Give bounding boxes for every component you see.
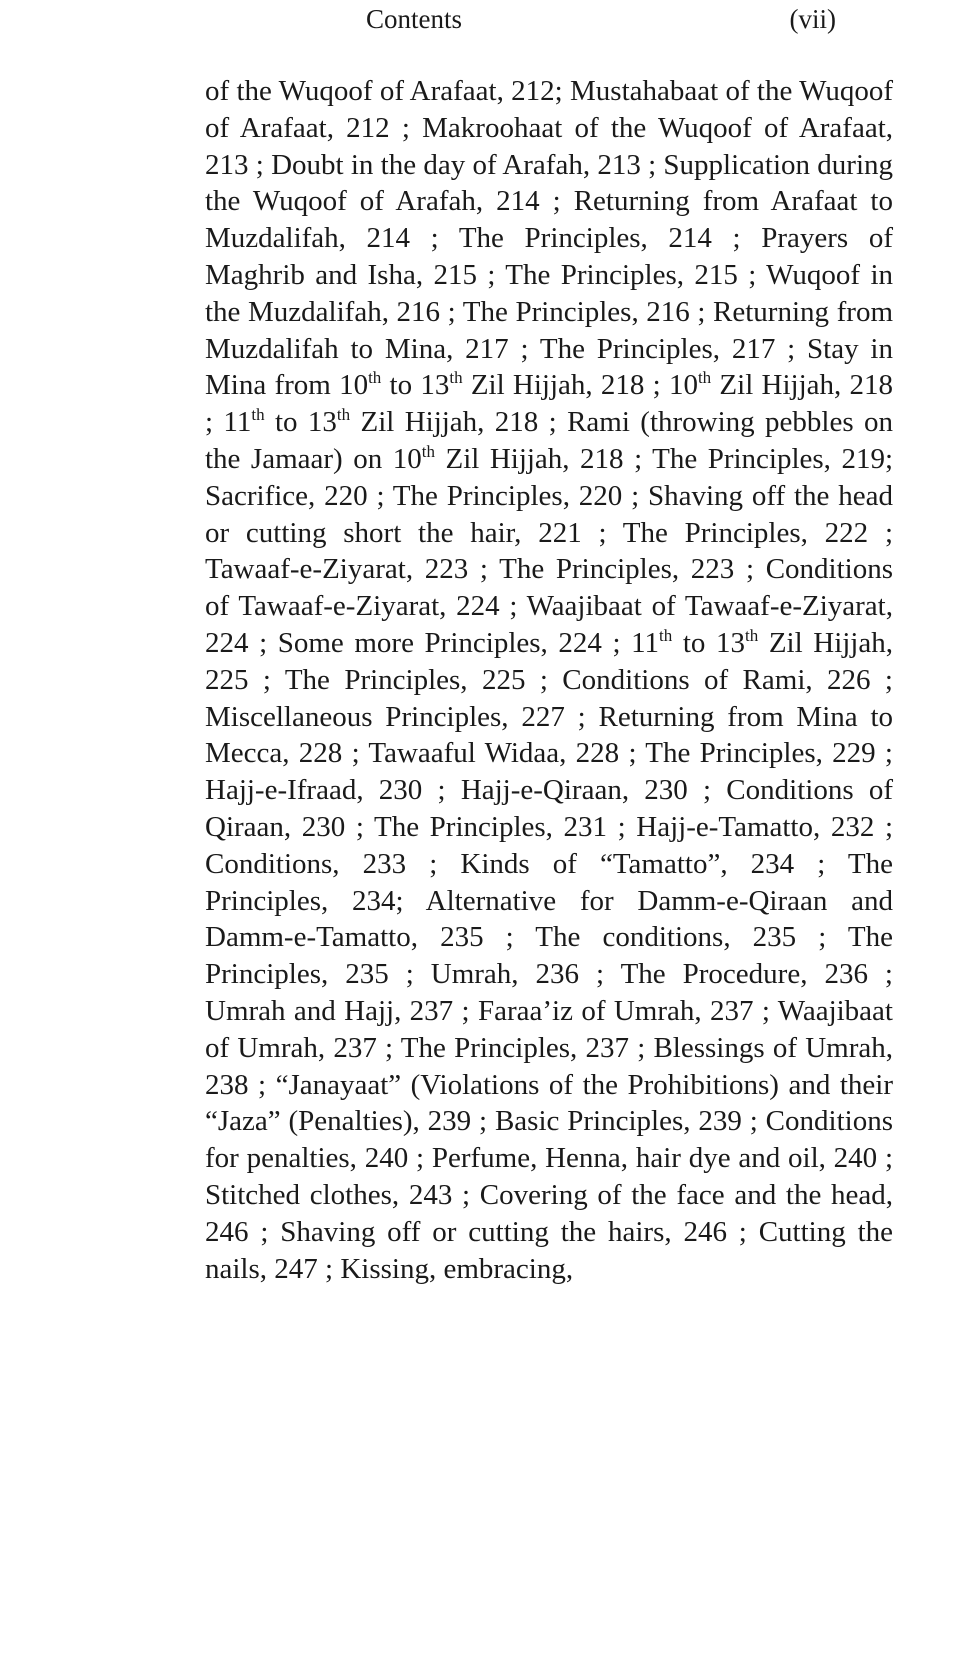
ordinal-suffix: th (745, 625, 759, 645)
text-segment: to 13 (672, 626, 746, 659)
page-header (366, 2, 836, 42)
text-segment: Zil Hijjah, 218 ; Rami (throwing pebbles on the Jamaar) on 10 (205, 406, 893, 475)
ordinal-suffix: th (368, 368, 382, 388)
text-segment: Zil Hijjah, 218 ; 11 (205, 369, 893, 439)
ordinal-suffix: th (697, 368, 712, 388)
contents-body (205, 73, 893, 1287)
contents-paragraph (205, 73, 893, 1287)
text-segment: Zil Hijjah, 218 ; The Principles, 219; Sacrifice, 220 ; The Principles, 220 ; Shaving off the head or cutting short the hair, 221 ; The Principles, 222 ; Tawaaf-e-Ziyarat, 223 ; The Principles, 223 ; Conditions of Tawaaf-e-Ziyarat, 224 ; Waajibaat of Tawaaf-e-Ziyarat, 224 ; Some more Principles, 224 ; 11 (205, 442, 893, 659)
ordinal-suffix: th (251, 405, 265, 425)
text-segment: to 13 (381, 369, 450, 402)
ordinal-suffix: th (449, 368, 463, 388)
running-head-title: Contents (366, 4, 463, 34)
text-segment: of the Wuqoof of Arafaat, 212; Mustahabaat of the Wuqoof of Arafaat, 212 ; Makroohaat of the Wuqoof of Arafaat, 213 ; Doubt in the day of Arafah, 213 ; Supplication during the Wuqoof of Arafah, 214 ; Returning from Arafaat to Muzdalifah, 214 ; The Principles, 214 ; Prayers of Maghrib and Isha, 215 ; The Principles, 215 ; Wuqoof in the Muzdalifah, 216 ; The Principles, 216 ; Returning from Muzdalifah to Mina, 217 ; The Principles, 217 ; Stay in Mina from 10 (205, 75, 893, 402)
text-segment: Zil Hijjah, 225 ; The Principles, 225 ; Conditions of Rami, 226 ; Miscellaneous Principles, 227 ; Returning from Mina to Mecca, 228 ; Tawaaful Widaa, 228 ; The Principles, 229 ; Hajj-e-Ifraad, 230 ; Hajj-e-Qiraan, 230 ; Conditions of Qiraan, 230 ; The Principles, 231 ; Hajj-e-Tamatto, 232 ; Conditions, 233 ; Kinds of “Tamatto”, 234 ; The Principles, 234; Alternative for Damm-e-Qiraan and Damm-e-Tamatto, 235 ; The conditions, 235 ; The Principles, 235 ; Umrah, 236 ; The Procedure, 236 ; Umrah and Hajj, 237 ; Faraa’iz of Umrah, 237 ; Waajibaat of Umrah, 237 ; The Principles, 237 ; Blessings of Umrah, 238 ; “Janayaat” (Violations of the Prohibitions) and their “Jaza” (Penalties), 239 ; Basic Principles, 239 ; Conditions for penalties, 240 ; Perfume, Henna, hair dye and oil, 240 ; Stitched clothes, 243 ; Covering of the face and the head, 246 ; Shaving off or cutting the hairs, 246 ; Cutting the nails, 247 ; Kissing, embracing, (205, 626, 893, 1285)
text-segment: Zil Hijjah, 218 ; 10 (462, 369, 698, 402)
ordinal-suffix: th (659, 625, 673, 645)
ordinal-suffix: th (336, 405, 351, 425)
ordinal-suffix: th (421, 441, 435, 461)
text-segment: to 13 (264, 406, 337, 439)
page-number: (vii) (789, 4, 836, 34)
